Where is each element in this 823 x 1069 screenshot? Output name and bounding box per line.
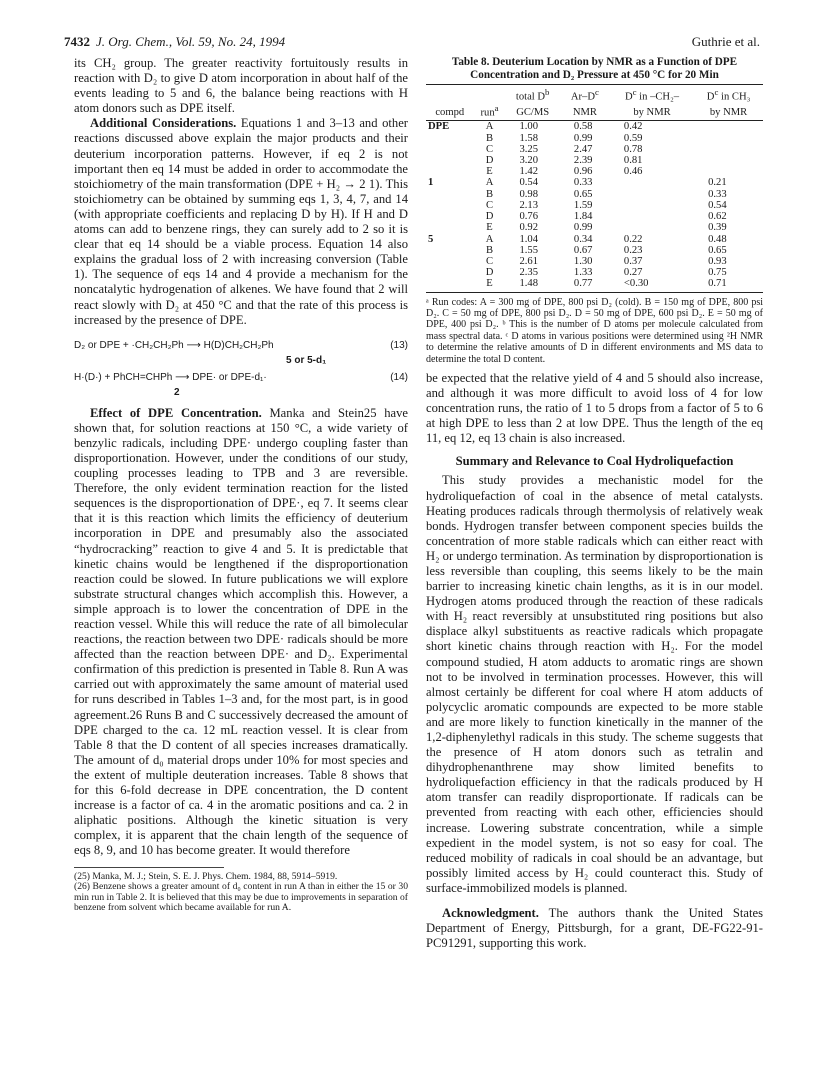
table-cell: [426, 200, 474, 211]
table-cell: 0.54: [519, 177, 539, 189]
table-cell: [426, 222, 474, 233]
column-header: $D^c$ in CH₃: [694, 85, 763, 103]
table-cell: 3.20: [519, 155, 539, 167]
table-cell: 0.99: [573, 222, 593, 234]
table-cell: 0.93: [708, 255, 727, 267]
table-cell: [426, 144, 474, 155]
table-cell: 0.39: [708, 222, 727, 234]
equation-product-label: 5 or 5-d₁: [286, 354, 327, 366]
table-cell: <0.30: [610, 278, 694, 292]
table-header-row: [426, 103, 763, 121]
table-cell: 0.92: [519, 222, 539, 234]
table-cell: E: [486, 166, 493, 178]
table-cell: [694, 166, 763, 177]
table-cell: [426, 267, 474, 278]
paragraph: [74, 406, 408, 859]
section-heading: Summary and Relevance to Coal Hydroliquefaction: [455, 454, 734, 469]
table-cell: [694, 155, 763, 166]
table-cell: 0.65: [708, 244, 727, 256]
paragraph: be expected that the relative yield of 4 and 5 should also increase, and although it was more difficult to avoid loss of 4 for low concentration runs, the ratio of 1 to 5 drops from a factor of 5 to 6 at high DPE to less than 2 at low DPE. Thus the length of the eq 11, eq 12, eq 13 chain is also increased.: [426, 370, 763, 446]
table-row: [426, 133, 763, 144]
table-cell: B: [485, 132, 494, 144]
table-cell: 0.67: [573, 244, 593, 256]
table-row: [426, 234, 763, 245]
column-header: $Ar-D^c$: [560, 85, 610, 103]
table-cell: 2.39: [573, 155, 593, 167]
left-column: [74, 56, 408, 914]
table-cell: 0.34: [573, 233, 593, 245]
section-heading: Additional Considerations.: [90, 116, 237, 131]
table-cell: C: [485, 255, 494, 267]
table-cell: [610, 177, 694, 188]
column-header: $D^c$ in –CH₂–: [610, 85, 694, 103]
table-cell: 0.22: [623, 233, 643, 245]
table-cell: 1.42: [519, 166, 539, 178]
paragraph: This study provides a mechanistic model for the hydroliquefaction of coal in the absence of metal catalysts. Heating produces radicals through thermolysis of relatively weak bonds. Hydrogen transfer between component species builds the concentration of more stable radicals which can either react with H₂ or undergo termination. As termination by disproportionation is less reversible than coupling, this seems likely to be the main barrier to increasing kinetic chain lengths, as it is in our model. Hydrogen atoms produced through the reaction of these radicals with H₂ react reversibly at unsubstituted ring positions but also displace alkyl substituents as reactive radicals which propagate short kinetic chains through reaction with H₂. For the model compound studied, H atom adducts to aromatic rings are shown not to be involved in termination processes. However, this will almost certainly be different for coal where H atom adducts of polycyclic aromatic compounds are expected to be more stable and are more likely to function kinetically in the manner of the 1,2-diphenylethyl radicals in this study. The scheme suggests that the presence of H atom donors such as tetralin and dihydrophenanthrene may show limited benefits to hydroliquefaction efficiency in that the radicals produced by H atom transfer can readily disproportionate. If radicals can be prevented from reacting with each other, efficiencies should increase. Lowering substrate concentration, while a simple expedient in the model system, is not so easy for coal. The reduced mobility of radicals in coal should be an advantage, but possibly limited access by H₂ could counteract this. Study of surface-immobilized models is planned.: [426, 473, 763, 895]
table-cell: 0.75: [708, 267, 727, 279]
table-cell: 1.84: [573, 211, 593, 223]
table-cell: A: [485, 177, 494, 189]
table-cell: 2.13: [519, 199, 539, 211]
equation-text: D₂ or DPE + ·CH₂CH₂Ph ⟶ H(D)CH₂CH₂Ph: [74, 339, 274, 351]
table-cell: [694, 133, 763, 144]
table-cell: 1.00: [519, 121, 539, 133]
equation-14: [74, 370, 408, 402]
table-cell: A: [485, 121, 494, 133]
table-row: [426, 267, 763, 278]
journal-citation: J. Org. Chem., Vol. 59, No. 24, 1994: [96, 34, 286, 49]
column-header: run$^a$: [474, 103, 506, 121]
table-cell: 0.99: [573, 132, 593, 144]
table-row: [426, 155, 763, 166]
section-heading: Effect of DPE Concentration.: [90, 405, 262, 420]
paragraph: [74, 116, 408, 327]
table-cell: [426, 166, 474, 177]
paragraph-text: Equations 1 and 3–13 and other reactions discussed above explain the major products and their deuterium incorporation patterns. However, if eq 2 is not important then eq 14 must be added in order to accommodate the stoichiometry of the main transformation (DPE + H₂ → 2 1). This stoichiometry can be obtained by summing eqs 1, 3, 4, 7, and 14 (with appropriate coefficients and replacing D by H). If H and D atoms can add to benzene rings, they can surely add to 2 so it is clear that eq 14 should be a viable process. Equation 14 also explains the gradual loss of 2 with increasing conversion (Table 1). The sequence of eqs 14 and 4 provide a mechanism for the noncatalytic hydrogenation of alkenes. We have found that 2 will react slowly with D₂ at 450 °C and that the rate of this process is increased by the presence of DPE.: [74, 116, 409, 327]
table-header-row: [426, 85, 763, 103]
table-cell: 0.71: [694, 278, 763, 292]
table-cell: 0.96: [573, 166, 593, 178]
table-cell: 0.76: [519, 211, 539, 223]
table-cell: 0.78: [623, 143, 643, 155]
table-row: [426, 166, 763, 177]
table-cell: 2.47: [573, 143, 593, 155]
table-cell: 1.59: [573, 199, 593, 211]
table-cell: 0.23: [623, 244, 643, 256]
table-cell: [694, 121, 763, 133]
equation-13: [74, 338, 408, 370]
table-cell: 5: [428, 233, 434, 245]
table-cell: D: [485, 211, 494, 223]
table-cell: D: [485, 155, 494, 167]
table-cell: 0.48: [708, 233, 727, 245]
table-cell: 1.58: [519, 132, 539, 144]
table-cell: 0.77: [560, 278, 610, 292]
table-cell: [610, 189, 694, 200]
table-cell: 0.42: [623, 121, 643, 133]
header-authors: Guthrie et al.: [691, 34, 760, 49]
table-row: [426, 144, 763, 155]
page-number: 7432: [64, 34, 90, 49]
table-row: [426, 121, 763, 133]
table-cell: [610, 200, 694, 211]
footnotes: [74, 867, 408, 914]
table-cell: C: [485, 199, 494, 211]
table-cell: [694, 144, 763, 155]
column-header: GC/MS: [505, 103, 559, 121]
table-cell: [426, 245, 474, 256]
table-cell: 0.81: [623, 155, 643, 167]
footnote-26: (26) Benzene shows a greater amount of d₀ content in run A than in either the 15 or 30 min run in Table 2. It is believed that this may be due to improvements in separation of benzene from solvent which became available for run A.: [74, 881, 408, 914]
table-cell: 0.27: [623, 267, 643, 279]
table-cell: 0.65: [573, 188, 593, 200]
table-cell: [426, 133, 474, 144]
table-cell: E: [474, 278, 506, 292]
table-cell: 0.58: [573, 121, 593, 133]
table-caption: Table 8. Deuterium Location by NMR as a Function of DPE Concentration and D₂ Pressure at 450 °C for 20 Min: [451, 56, 738, 81]
acknowledgment: [426, 906, 763, 951]
acknowledgment-heading: Acknowledgment.: [442, 906, 539, 921]
table-row: [426, 245, 763, 256]
table-cell: [426, 189, 474, 200]
table-row: [426, 278, 763, 292]
column-header: compd: [426, 103, 474, 121]
column-header: total $D^b$: [505, 85, 559, 103]
table-cell: 1.55: [519, 244, 539, 256]
table-cell: 3.25: [519, 143, 539, 155]
table-cell: C: [485, 143, 494, 155]
table-cell: 1.48: [505, 278, 559, 292]
header-left: [64, 34, 285, 50]
table-cell: 2.35: [519, 267, 539, 279]
table-cell: [426, 155, 474, 166]
paragraph-text: Manka and Stein25 have shown that, for solution reactions at 150 °C, a wide variety of benzylic radicals, including DPE· undergo coupling faster than disproportionation. However, under the conditions of our study, coupling processes leading to TPB and 3 are reversible. Therefore, the only evident termination reaction for the listed sequences is the disproportionation of DPE·, eq 7. It seems clear that it is this reaction which limits the efficiency of deuterium incorporation in DPE and presumably also the associated “hydrocracking” reaction to give 4 and 5. It is predictable that kinetic chains would be lengthened if the disproportionation reaction could be slowed. In future publications we will explore substrate structural changes which accomplish this. However, a simple approach is to lower the concentration of DPE in the reaction vessel. While this will reduce the rate of all bimolecular reactions, the reaction between two DPE· radicals should be more affected than the reaction between DPE· and D₂. Experimental confirmation of this prediction is presented in Table 8. Run A was carried out with approximately the same amount of material used for runs described in Tables 1–3 and, for the most part, is in good agreement.26 Runs B and C successively decreased the amount of DPE charged to the ca. 12 mL reaction vessel. It is clear from Table 8 that the D content of all species increases dramatically. The amount of d₀ material drops under 10% for most species and the extent of multiple deuteration increases. Table 8 shows that for this 6-fold decrease in DPE concentration, the D content increase is a factor of ca. 4 in the aromatic positions and ca. 2 in aliphatic positions. Although the kinetic situation is very complex, it is apparent that the chain length of the sequence of eqs 8, 9, and 10 has become greater. It would therefore: [74, 405, 409, 858]
table-cell: E: [486, 222, 493, 234]
table-cell: 1.04: [519, 233, 539, 245]
right-column: [426, 56, 763, 951]
table-cell: D: [485, 267, 494, 279]
equation-text: H·(D·) + PhCH=CHPh ⟶ DPE· or DPE-d₁·: [74, 371, 267, 383]
table-cell: [426, 211, 474, 222]
table-row: [426, 211, 763, 222]
column-header: NMR: [560, 103, 610, 121]
table-footnote: ᵃ Run codes: A = 300 mg of DPE, 800 psi D₂ (cold). B = 150 mg of DPE, 800 psi D₂. C = 50 mg of DPE, 800 psi D₂. D = 50 mg of DPE, 600 psi D₂. E = 50 mg of DPE, 400 psi D₂. ᵇ This is the number of D atoms per molecule calculated from mass spectral data. ᶜ D atoms in various positions were determined using ²H NMR to determine the relative amounts of D in different environments and MS data to determine the total D content.: [426, 296, 763, 365]
table-cell: 0.37: [623, 255, 643, 267]
table-cell: B: [485, 188, 494, 200]
table-cell: 0.54: [708, 199, 727, 211]
table-cell: 0.46: [623, 166, 643, 178]
table-row: [426, 256, 763, 267]
table-cell: 1.33: [573, 267, 593, 279]
table-cell: [426, 256, 474, 267]
equation-reactant-label: 2: [174, 386, 180, 398]
equation-number: (13): [390, 339, 408, 351]
equation-number: (14): [390, 371, 408, 383]
table-cell: 0.59: [623, 132, 643, 144]
table-row: [426, 222, 763, 233]
data-table: [426, 84, 763, 293]
table-cell: 0.33: [708, 188, 727, 200]
table-cell: B: [485, 244, 494, 256]
paragraph: its CH₂ group. The greater reactivity fortuitously results in reaction with D₂ to give D atom incorporation in about half of the events leading to 5 and 6, the balance being reactions with H atom donors such as DPE itself.: [74, 56, 408, 116]
equation-block: [74, 338, 408, 402]
table-cell: 0.33: [573, 177, 593, 189]
table-cell: 0.98: [519, 188, 539, 200]
table-cell: 1.30: [573, 255, 593, 267]
column-header: by NMR: [610, 103, 694, 121]
table-row: [426, 200, 763, 211]
table-cell: 2.61: [519, 255, 539, 267]
acknowledgment-text: The authors thank the United States Department of Energy, Pittsburgh, for a grant, DE-FG22-91-PC91291, supporting this work.: [426, 906, 763, 951]
table-cell: [426, 278, 474, 292]
table-cell: 1: [428, 177, 434, 189]
column-header: by NMR: [694, 103, 763, 121]
table-row: [426, 177, 763, 188]
table-cell: DPE: [428, 121, 450, 133]
table-cell: 0.62: [708, 211, 727, 223]
footnote-25: (25) Manka, M. J.; Stein, S. E. J. Phys. Chem. 1984, 88, 5914–5919.: [74, 870, 338, 882]
table-cell: 0.21: [708, 177, 727, 189]
table-cell: [610, 222, 694, 233]
table-cell: [610, 211, 694, 222]
table-row: [426, 189, 763, 200]
running-header: [64, 34, 760, 52]
table-cell: A: [485, 233, 494, 245]
